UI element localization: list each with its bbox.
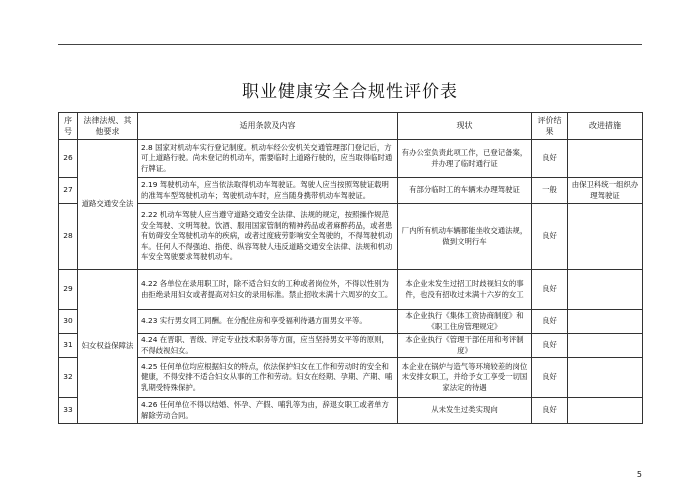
clause-text: 4.26 任何单位不得以结婚、怀孕、产假、哺乳等为由，辞退女职工或者单方解除劳动合同。 <box>138 398 398 424</box>
measure-text <box>568 204 643 270</box>
header-rule <box>58 44 642 45</box>
status-text: 有办公室负责此项工作，已登记备案，并办理了临时通行证 <box>398 140 532 178</box>
page-number: 5 <box>636 470 642 479</box>
measure-text <box>568 270 643 310</box>
table-row <box>59 178 643 204</box>
clause-text: 4.22 各单位在录用职工时，除不适合妇女的工种或者岗位外，不得以性别为由拒绝录用妇女或者提高对妇女的录用标准。禁止招收未满十六周岁的女工。 <box>138 270 398 310</box>
clause-text: 4.24 在晋职、晋级、评定专业技术职务等方面，应当坚持男女平等的原则，不得歧视妇女。 <box>138 334 398 358</box>
header-result: 评价结果 <box>532 113 568 140</box>
row-number: 31 <box>59 334 78 358</box>
header-no: 序号 <box>59 113 78 140</box>
header-status: 现状 <box>398 113 532 140</box>
header-measure: 改进措施 <box>568 113 643 140</box>
row-number: 32 <box>59 358 78 398</box>
document-title: 职业健康安全合规性评价表 <box>242 82 458 102</box>
status-text: 从未发生过类实现向 <box>398 398 532 424</box>
header-clause: 适用条款及内容 <box>138 113 398 140</box>
row-number: 27 <box>59 178 78 204</box>
table-row <box>59 334 643 358</box>
result-text: 一般 <box>532 178 568 204</box>
status-text: 有部分临时工的车辆未办理驾驶证 <box>398 178 532 204</box>
table-row <box>59 398 643 424</box>
table-row <box>59 204 643 270</box>
law-group-women: 妇女权益保障法 <box>78 270 138 424</box>
clause-text: 2.8 国家对机动车实行登记制度。机动车经公安机关交通管理部门登记后，方可上道路行驶。尚未登记的机动车，需要临时上道路行驶的，应当取得临时通行牌证。 <box>138 140 398 178</box>
status-text: 本企业在锅炉与造气等环境较差的岗位未安排女职工，并给予女工享受一切国家法定的待遇 <box>398 358 532 398</box>
measure-text <box>568 140 643 178</box>
row-number: 26 <box>59 140 78 178</box>
status-text: 本企业执行《管理干部任用和考评制度》 <box>398 334 532 358</box>
clause-text: 2.22 机动车驾驶人应当遵守道路交通安全法律、法规的规定，按照操作规范安全驾驶、文明驾驶。饮酒、服用国家管制的精神药品或者麻醉药品，或者患有妨碍安全驾驶机动车的疾病，或者过度疲劳影响安全驾驶的，不得驾驶机动车。任何人不得强迫、指使、纵容驾驶人违反道路交通安全法律、法规和机动车安全驾驶要求驾驶机动车。 <box>138 204 398 270</box>
result-text: 良好 <box>532 398 568 424</box>
status-text: 厂内所有机动车辆都能坐收交通法规，做到文明行车 <box>398 204 532 270</box>
clause-text: 4.25 任何单位均应根据妇女的特点，依法保护妇女在工作和劳动时的安全和健康，不得安排不适合妇女从事的工作和劳动。妇女在经期、孕期、产期、哺乳期受特殊保护。 <box>138 358 398 398</box>
header-law: 法律法规、其他要求 <box>78 113 138 140</box>
measure-text: 由保卫科统一组织办理驾驶证 <box>568 178 643 204</box>
clause-text: 4.23 实行男女同工同酬。在分配住房和享受福利待遇方面男女平等。 <box>138 310 398 334</box>
evaluation-table <box>58 112 643 424</box>
result-text: 良好 <box>532 270 568 310</box>
table-row <box>59 310 643 334</box>
result-text: 良好 <box>532 358 568 398</box>
table-row <box>59 358 643 398</box>
measure-text <box>568 334 643 358</box>
measure-text <box>568 310 643 334</box>
result-text: 良好 <box>532 140 568 178</box>
result-text: 良好 <box>532 204 568 270</box>
row-number: 30 <box>59 310 78 334</box>
row-number: 28 <box>59 204 78 270</box>
result-text: 良好 <box>532 334 568 358</box>
row-number: 29 <box>59 270 78 310</box>
clause-text: 2.19 驾驶机动车，应当依法取得机动车驾驶证。驾驶人应当按照驾驶证载明的准驾车型驾驶机动车；驾驶机动车时，应当随身携带机动车驾驶证。 <box>138 178 398 204</box>
measure-text <box>568 358 643 398</box>
status-text: 本企业执行《集体工资协商制度》和《职工住房管理规定》 <box>398 310 532 334</box>
status-text: 本企业未发生过招工时歧视妇女的事件，也没有招收过未满十六岁的女工 <box>398 270 532 310</box>
table-row <box>59 140 643 178</box>
result-text: 良好 <box>532 310 568 334</box>
law-group-traffic: 道路交通安全法 <box>78 140 138 270</box>
measure-text <box>568 398 643 424</box>
table-row <box>59 270 643 310</box>
row-number: 33 <box>59 398 78 424</box>
table-header-row <box>59 113 643 140</box>
